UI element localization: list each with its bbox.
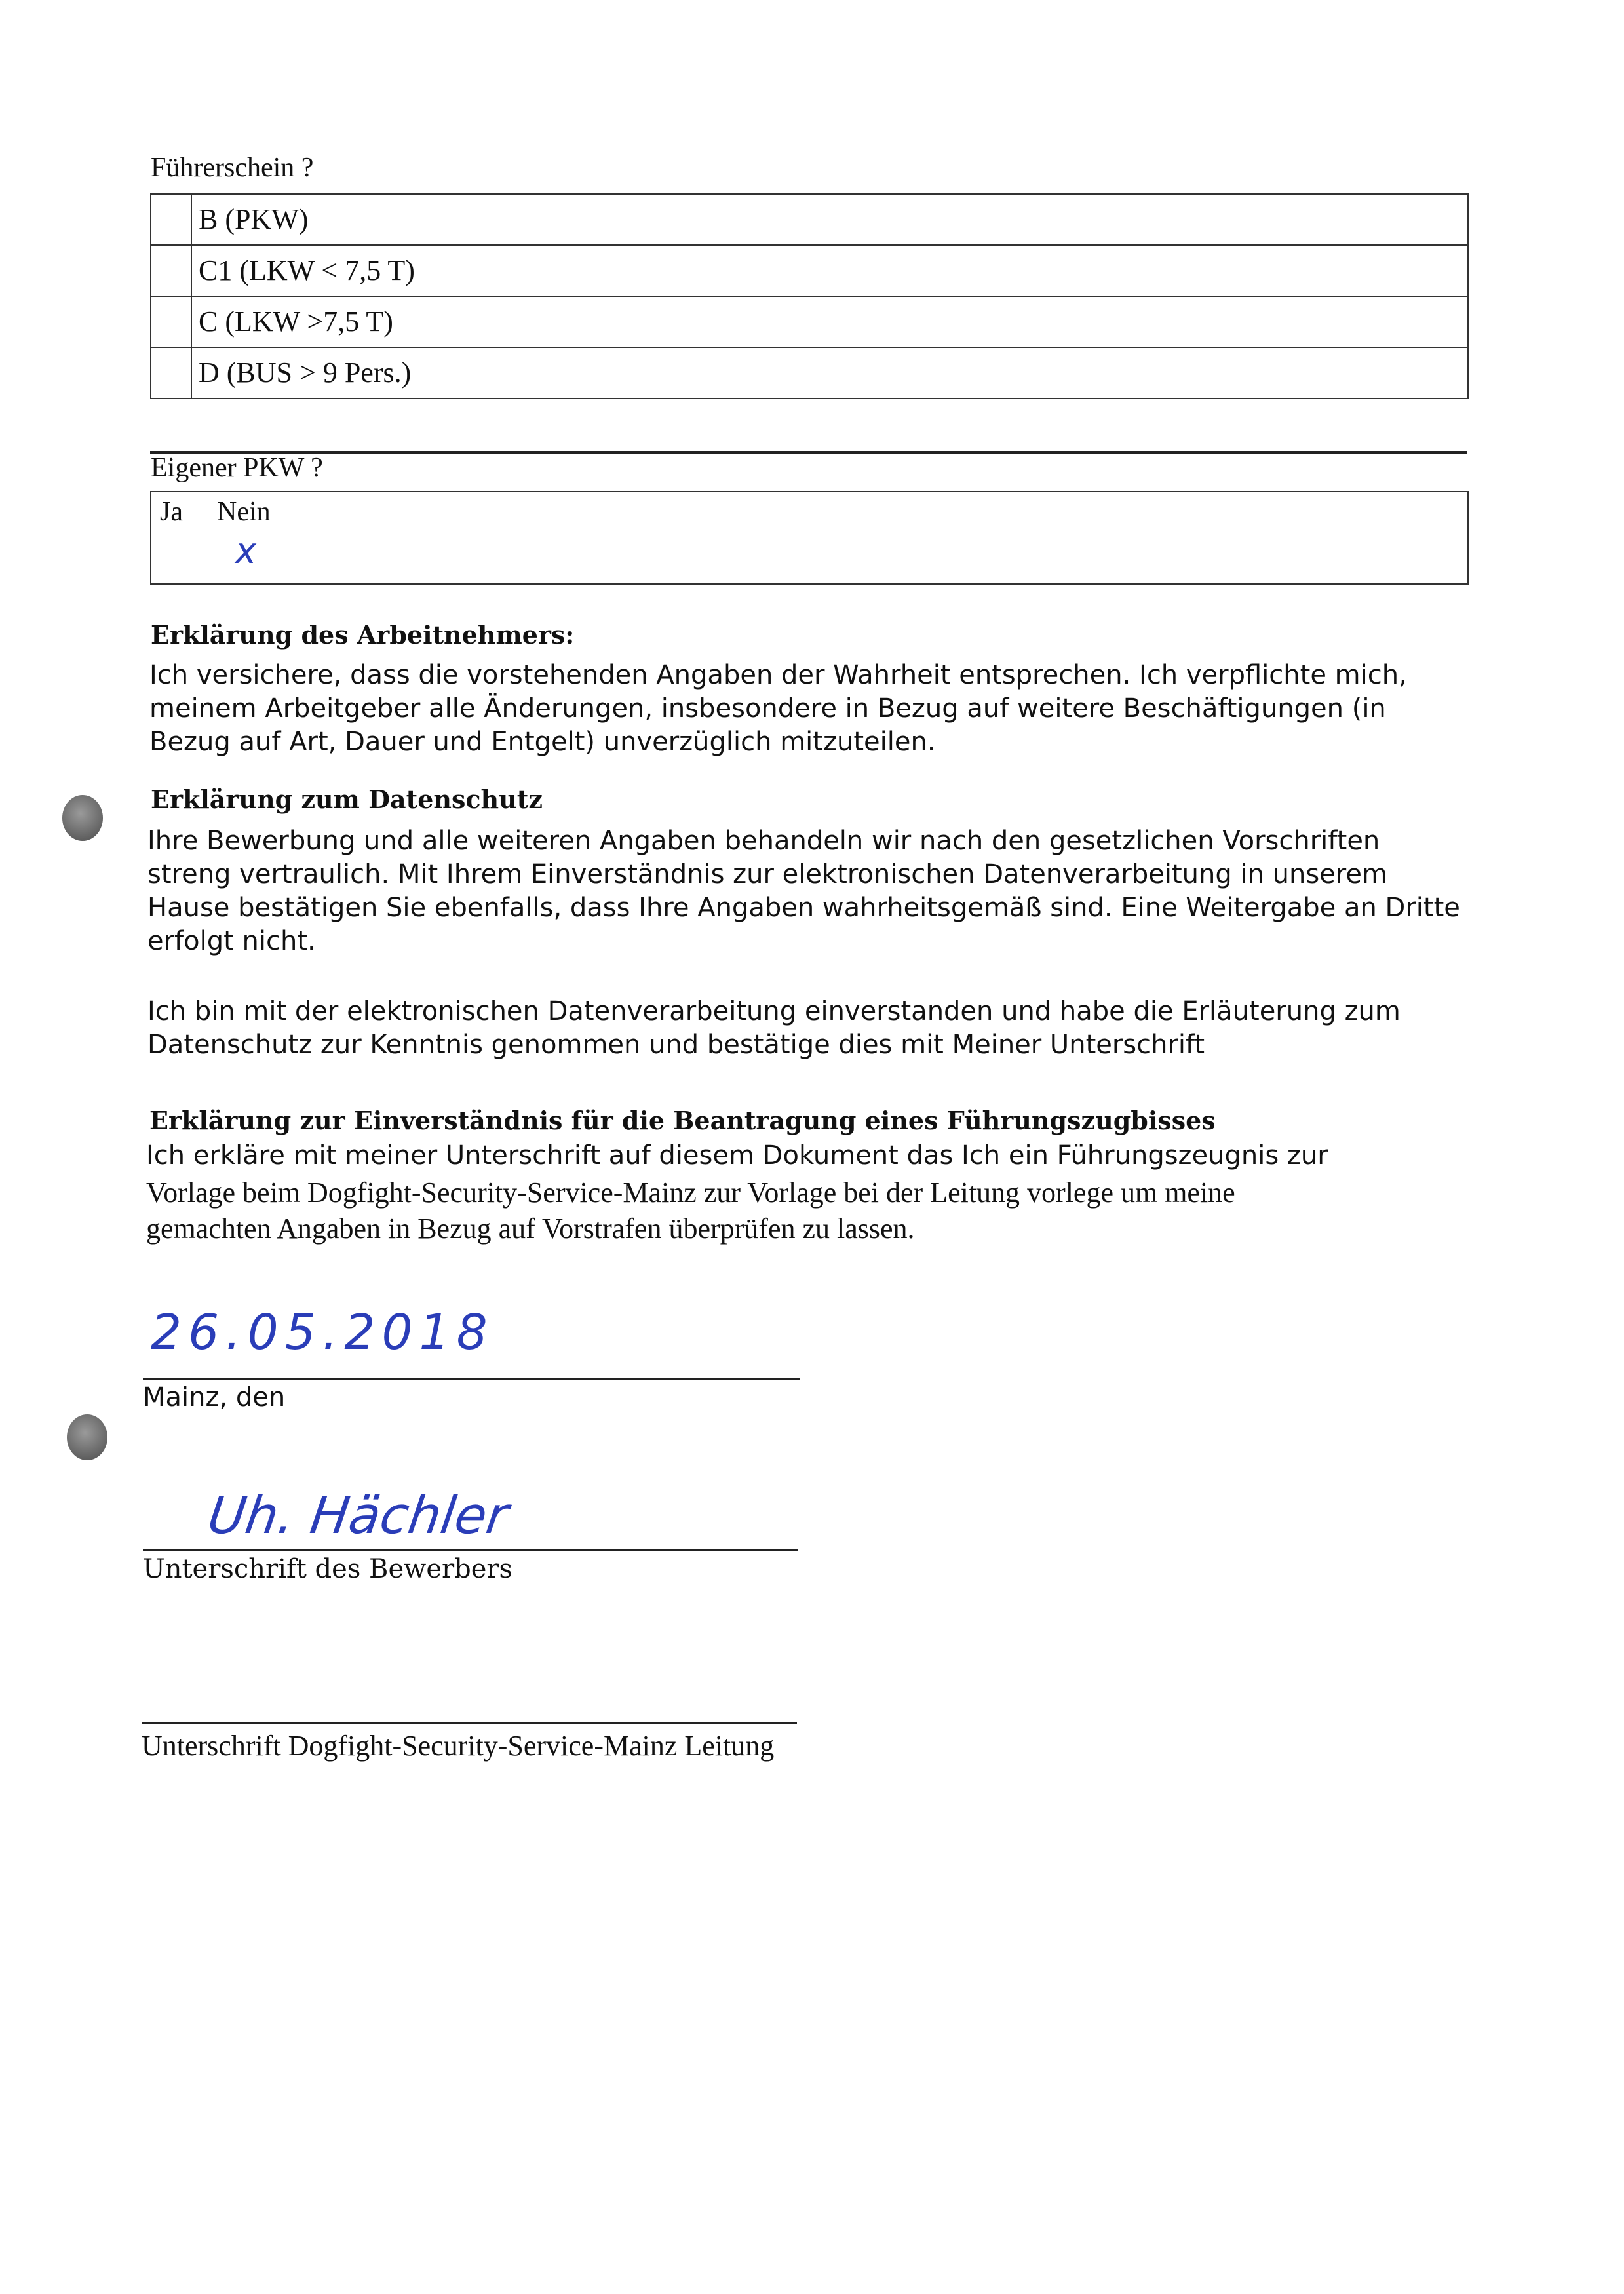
license-label-d: D (BUS > 9 Pers.) — [191, 347, 1468, 399]
privacy-declaration-text: Ihre Bewerbung und alle weiteren Angaben behandeln wir nach den gesetzlichen Vorschriften streng vertraulich. Mit Ihrem Einverständnis zur elektronischen Datenverarbeitung in unserem Hause bestätigen Sie ebenfalls, dass Ihre Angaben wahrheitsgemäß sind. Eine Weitergabe an Dritte erfolgt nicht. — [147, 826, 1460, 956]
car-title: Eigener PKW ? — [151, 453, 323, 483]
date-line — [143, 1378, 800, 1380]
certificate-declaration-text-line1: Ich erkläre mit meiner Unterschrift auf diesem Dokument das Ich ein Führungszeugnis zur — [146, 1140, 1328, 1171]
punch-hole-top — [62, 795, 103, 841]
management-signature-line — [142, 1722, 797, 1724]
license-checkbox-c1[interactable] — [151, 245, 191, 296]
applicant-signature: Uh. Hächler — [204, 1487, 512, 1546]
car-no-mark: x — [235, 530, 256, 572]
license-row-d — [151, 347, 1468, 399]
certificate-declaration-heading: Erklärung zur Einverständnis für die Beantragung eines Führungszugbisses — [149, 1106, 1216, 1135]
privacy-declaration-heading: Erklärung zum Datenschutz — [151, 785, 543, 814]
license-table — [150, 193, 1469, 399]
car-no-option[interactable]: Nein — [217, 497, 271, 527]
license-checkbox-c[interactable] — [151, 296, 191, 347]
applicant-signature-label: Unterschrift des Bewerbers — [143, 1554, 513, 1584]
privacy-consent-text: Ich bin mit der elektronischen Datenverarbeitung einverstanden und habe die Erläuterung zum Datenschutz zur Kenntnis genommen und bestätige dies mit Meiner Unterschrift — [147, 996, 1401, 1060]
car-answer-box — [150, 491, 1469, 585]
license-label-c1: C1 (LKW < 7,5 T) — [191, 245, 1468, 296]
license-row-c1 — [151, 245, 1468, 296]
car-yes-option[interactable]: Ja — [160, 497, 183, 527]
date-handwritten: 26.05.2018 — [151, 1304, 494, 1361]
management-signature-label: Unterschrift Dogfight-Security-Service-Mainz Leitung — [142, 1730, 775, 1762]
license-title: Führerschein ? — [151, 153, 314, 183]
punch-hole-bottom — [67, 1414, 107, 1460]
license-checkbox-b[interactable] — [151, 194, 191, 245]
license-label-b: B (PKW) — [191, 194, 1468, 245]
license-checkbox-d[interactable] — [151, 347, 191, 399]
place-date-label: Mainz, den — [143, 1382, 286, 1412]
certificate-declaration-text: Vorlage beim Dogfight-Security-Service-Mainz zur Vorlage bei der Leitung vorlege um meine gemachten Angaben in Bezug auf Vorstrafen überprüfen zu lassen. — [146, 1176, 1235, 1245]
section-divider — [150, 451, 1467, 454]
license-label-c: C (LKW >7,5 T) — [191, 296, 1468, 347]
employee-declaration-text: Ich versichere, dass die vorstehenden Angaben der Wahrheit entsprechen. Ich verpflichte mich, meinem Arbeitgeber alle Änderungen, insbesondere in Bezug auf weitere Beschäftigungen (in Bezug auf Art, Dauer und Entgelt) unverzüglich mitzuteilen. — [149, 660, 1407, 757]
applicant-signature-line — [143, 1549, 798, 1551]
license-row-c — [151, 296, 1468, 347]
license-row-b — [151, 194, 1468, 245]
employee-declaration-heading: Erklärung des Arbeitnehmers: — [151, 620, 575, 650]
